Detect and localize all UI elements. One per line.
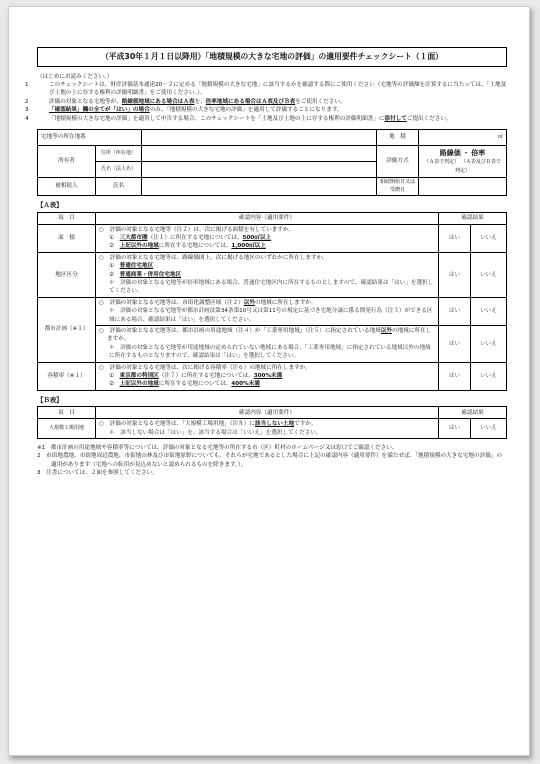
heir-name-label: 氏名 [96, 178, 142, 196]
yes-option[interactable]: はい [438, 252, 470, 297]
intro-item-3: 3 「確認結果」欄の全てが「はい」の場合のみ、「地積規模の大きな宅地の評価」を適用して評価することになります。 [25, 107, 343, 114]
table-a-head-item: 項 目 [38, 212, 96, 224]
row-item-factory: 大規模工場用地 [38, 419, 96, 439]
table-b [37, 406, 507, 439]
rosen-sub: （Ａ表で判定） [424, 159, 460, 166]
table-row [38, 325, 507, 362]
intro-item-1: 1 このチェックシートは、財産評価基本通達20－２に定める「地積規模の大きな宅地」に該当するかを確認する際にご使用ください（宅地等の評価額を計算するに当たっては、「土地及び土地の上に存する権利の評価明細書」をご使用ください。）。 [25, 82, 507, 97]
table-a-head-result: 確認結果 [438, 212, 506, 224]
eval-method-label: 評価方式 [377, 146, 419, 178]
table-row [38, 224, 507, 252]
table-row [38, 362, 507, 390]
yes-option[interactable]: はい [438, 362, 470, 390]
intro-item-2: 2 評価の対象となる宅地等が、路線価地域にある場合はＡ表を、倍率地域にある場合はＡ表及びＢ表をご使用ください。 [25, 98, 346, 105]
heir-name-field[interactable] [142, 178, 377, 196]
footnote: 3 注書については、２面を参照してください。 [37, 470, 158, 477]
location-field[interactable] [142, 130, 377, 146]
document-page [8, 6, 530, 756]
area-field[interactable] [419, 130, 507, 146]
owner-address-label: 住所（所在地） [96, 146, 142, 162]
yes-option[interactable]: はい [438, 325, 470, 362]
row-content-floor-ratio: ○ 評価の対象となる宅地等は、次に掲げる容積率（注６）の地域に所在しますか。 ① 東京都の特別区（注７）に所在する宅地については、300%未満 ② 上記以外の地域に所在する宅地については、400%未満 [96, 362, 439, 390]
table-row [38, 419, 507, 439]
owner-name-label: 氏名（法人名） [96, 162, 142, 178]
page-title: （平成30年１月１日以降用）「地積規模の大きな宅地の評価」の適用要件チェックシート（１面） [37, 47, 507, 67]
row-content-factory: ○ 評価の対象となる宅地等は、「大規模工場用地」（注８）に該当しない土地ですか。 ＊ 該当しない場合は「はい」を、該当する場合は「いいえ」を選択してください。 [96, 419, 439, 439]
footnote: 2 市街地農地、市街地周辺農地、市街地山林及び市街地原野についても、それらが宅地であるとした場合に上記の確認内容（適用要件）を満たせば、「地積規模の大きな宅地の評価」の適用があります（宅地への転用が見込めないと認められるものを除きます。）。 [37, 453, 502, 468]
intro-section [25, 73, 507, 123]
table-a-label: 【Ａ表】 [37, 201, 63, 210]
table-row [38, 297, 507, 325]
no-option[interactable]: いいえ [470, 252, 506, 297]
intro-lead: （はじめにお読みください。） [37, 73, 113, 80]
option-dot: ・ [462, 148, 470, 157]
intro-item-4: 4 「地積規模の大きな宅地の評価」を適用して申告する場合、このチェックシートを「土地及び土地の上に存する権利の評価明細書」に添付してご提出ください。 [25, 115, 452, 122]
owner-address-field[interactable] [142, 146, 377, 162]
table-a [37, 212, 507, 391]
date-field[interactable] [419, 178, 507, 196]
row-item-district: 地区区分 [38, 252, 96, 297]
row-content-city-planning-2: ○ 評価の対象となる宅地等は、都市計画の用途地域（注４）が「工業専用地域」（注５）に指定されている地域以外の地域に所在しますか。 ＊ 評価の対象となる宅地等が用途地域の定められていない地域にある場合、「工業専用地域」に指定されている地域以外の地域に所在するものとなりますので、確認結果は「はい」を選択してください。 [96, 325, 439, 362]
footnotes [37, 444, 507, 478]
area-label: 地 積 [377, 130, 419, 146]
eval-method-choice[interactable] [419, 146, 507, 178]
no-option[interactable]: いいえ [470, 362, 506, 390]
no-option[interactable]: いいえ [470, 297, 506, 325]
table-b-head-content: 確認内容（適用要件） [96, 407, 439, 419]
row-content-city-planning-1: ○ 評価の対象となる宅地等は、市街化調整区域（注２）以外の地域に所在しますか。 ＊ 評価の対象となる宅地等が都市計画法第34条第10号又は第11号の規定に基づき宅地分譲に係る開発行為（注３）ができる区域にある場合、確認結果は「はい」を選択してください。 [96, 297, 439, 325]
no-option[interactable]: いいえ [470, 419, 506, 439]
row-item-area: 面 積 [38, 224, 96, 252]
rosen-option[interactable]: 路線価 [439, 148, 461, 157]
yes-option[interactable]: はい [438, 297, 470, 325]
table-a-head-content: 確認内容（適用要件） [96, 212, 439, 224]
row-content-district: ○ 評価の対象となる宅地等は、路線価図上、次に掲げる地区のいずれかに所在しますか。 ① 普通住宅地区 ② 普通商業・併用住宅地区 ＊ 評価の対象となる宅地等が倍率地域にある場合、普通住宅地区内に所在するものとしますので、確認結果は「はい」を選択してください。 [96, 252, 439, 297]
row-item-city-planning: 都市計画（※１） [38, 297, 96, 362]
location-label: 宅地等の所在地番 [38, 130, 142, 146]
date-label: 相続開始日又は受贈日 [377, 178, 419, 196]
table-b-head-result: 確認結果 [438, 407, 506, 419]
owner-label: 所有者 [38, 146, 96, 178]
checksheet [25, 47, 507, 478]
yes-option[interactable]: はい [438, 419, 470, 439]
bairitsu-option[interactable]: 倍率 [471, 148, 486, 157]
no-option[interactable]: いいえ [470, 325, 506, 362]
table-b-head-item: 項 目 [38, 407, 96, 419]
heir-label: 被相続人 [38, 178, 96, 196]
bairitsu-sub: （Ａ表及びＢ表で判定） [454, 159, 501, 174]
area-unit: ㎡ [497, 133, 503, 140]
yes-option[interactable]: はい [438, 224, 470, 252]
owner-name-field[interactable] [142, 162, 377, 178]
no-option[interactable]: いいえ [470, 224, 506, 252]
footnote: ※1 都市計画の用途地域や容積率等については、評価の対象となる宅地等の所在する市（区）町村のホームページ又は窓口でご確認ください。 [37, 445, 398, 452]
table-row [38, 252, 507, 297]
table-b-label: 【Ｂ表】 [37, 395, 63, 404]
row-item-floor-ratio: 容積率（※１） [38, 362, 96, 390]
row-content-area: ○ 評価の対象となる宅地等（注２）は、次に掲げる面積を有していますか。 ① 三大都市圏（注１）に所在する宅地については、500㎡以上 ② 上記以外の地域に所在する宅地については、1,000㎡以上 [96, 224, 439, 252]
basic-info-table [37, 129, 507, 196]
